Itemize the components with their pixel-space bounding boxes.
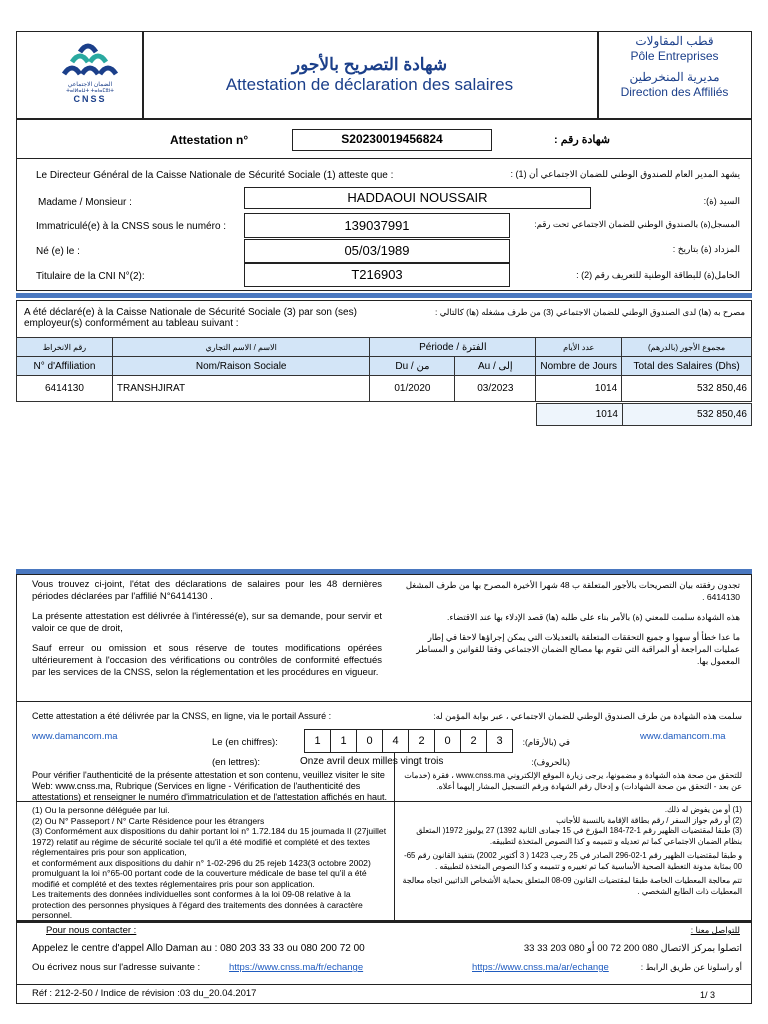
birth-label: Né (e) le : <box>36 246 80 257</box>
date-label: Le (en chiffres): <box>212 737 278 748</box>
verify-text-ar: للتحقق من صحة هذه الشهادة و مضمونها، يرجى زيارة الموقع الإلكتروني www.cnss.ma ، فقرة (خدمات عن بعد - التحقق من صحة الشهادات) و إدخال رقم الشهادة ورقم التسجيل المشار إليهما أعلاه. <box>404 771 742 791</box>
write-text-ar: أو راسلونا عن طريق الرابط : <box>640 962 742 972</box>
direction-arabic: مديرية المنخرطين <box>629 70 720 84</box>
date-digit: 2 <box>460 730 486 752</box>
birth-field: 05/03/1989 <box>244 239 510 263</box>
cell-nom: TRANSHJIRAT <box>112 376 370 402</box>
note-ar-3b: و طبقا لمقتضيات الظهير رقم 1-02-296 الصادر في 25 رجب 1423 ( 3 أكتوبر 2002) بتنفيذ القانون رقم 65-00 بمثابة مدونة التغطية الصحية الأساسية كما تم تغييره و تتميمه و كذا النصوص المتخذة لتطبيقه . <box>404 851 742 871</box>
reference-text: Réf : 212-2-50 / Indice de révision :03 du_20.04.2017 <box>32 988 257 999</box>
note-data-protection: Les traitements des données individuelles sont conformes à la loi 09-08 relative à la protection des personnes physiques à l'égard des traitements des données à caractère personnel. <box>32 889 363 920</box>
attestation-label-ar: شهادة رقم : <box>554 134 610 146</box>
intro-text: Le Directeur Général de la Caisse Nationale de Sécurité Sociale (1) atteste que : <box>36 170 394 181</box>
immat-label-ar: المسجل(ة) بالصندوق الوطني للضمان الاجتماعي تحت رقم: <box>534 219 740 229</box>
logo-tifinagh: ⵜⴰⵏⵍⴰⵡⵜ ⵜⴰⵏⴰⵎⵓⵏⵜ <box>66 88 114 94</box>
cnss-logo <box>60 38 120 104</box>
contact-title-ar: للتواصل معنا : <box>690 925 740 935</box>
header-nom: Nom/Raison Sociale <box>112 357 370 376</box>
logo-arches-icon <box>60 38 120 78</box>
intro-text-ar: يشهد المدير العام للصندوق الوطني للضمان الاجتماعي أن (1) : <box>510 169 740 179</box>
totals-table <box>536 403 752 426</box>
declared-text: A été déclaré(e) à la Caisse Nationale de Sécurité Sociale (3) par son (ses) employeur(s) conformément au tableau suivant : <box>24 307 357 329</box>
note-ar-2: (2) أو رقم جواز السفر / رقم بطاقة الإقامة بالنسبة للأجانب <box>556 815 742 825</box>
header-periode: Période / الفترة <box>370 338 536 357</box>
date-digit: 0 <box>434 730 460 752</box>
cell-jours: 1014 <box>536 376 622 402</box>
date-label-ar: في (بالأرقام): <box>522 737 570 747</box>
date-digit: 0 <box>356 730 382 752</box>
title-arabic: شهادة التصريح بالأجور <box>291 55 448 74</box>
damancom-link-ar[interactable]: www.damancom.ma <box>640 731 726 742</box>
notice-text-2: La présente attestation est délivrée à l'intéressé(e), sur sa demande, pour servir et valoir ce que de droit, <box>32 611 382 634</box>
notice-text-3: Sauf erreur ou omission et sous réserve de toutes modifications opérées ultérieurement à l'occasion des vérifications ou contrôles de conformité effectués par les services de la CNSS, selon la réglementation et les procédures en vigueur. <box>32 643 382 678</box>
date-digit: 1 <box>304 730 330 752</box>
birth-label-ar: المزداد (ة) بتاريخ : <box>672 244 740 254</box>
name-field: HADDAOUI NOUSSAIR <box>244 187 591 209</box>
echange-link-ar[interactable]: https://www.cnss.ma/ar/echange <box>472 962 609 973</box>
immat-field: 139037991 <box>244 213 510 238</box>
verify-text: Pour vérifier l'authenticité de la présente attestation et son contenu, veuillez visiter le site Web: www.cnss.ma, Rubrique (Services en ligne - Vérification de l'authenticité des attestations) et renseigner le numéro d'immatriculation et de l'attestation affichés en haut. <box>32 770 387 802</box>
page-number: 1/ 3 <box>700 990 716 1000</box>
header-jours-ar: عدد الأيام <box>536 338 622 357</box>
logo-arabic: الضمان الاجتماعي <box>67 82 113 88</box>
cni-label-ar: الحامل(ة) للبطاقة الوطنية للتعريف رقم (2) : <box>576 270 740 280</box>
cell-affiliation: 6414130 <box>17 376 113 402</box>
date-digit: 4 <box>382 730 408 752</box>
contact-title: Pour nous contacter : <box>46 925 137 936</box>
call-center-text-ar: اتصلوا بمركز الاتصال 080 200 72 00 أو 080 203 33 33 <box>523 943 742 954</box>
logo-text: CNSS <box>73 94 107 104</box>
total-salaires: 532 850,46 <box>623 404 752 426</box>
letters-label: (en lettres): <box>212 757 261 768</box>
cell-au: 03/2023 <box>455 376 536 402</box>
note-3: (3) Conformément aux dispositions du dahir portant loi n° 1.72.184 du 15 joumada II (27juillet 1972) relatif au régime de sécurité sociale tel qu'il a été modifié et complété et des textes réglementaires pris pour son application, <box>32 826 387 857</box>
header-affiliation-ar: رقم الانخراط <box>17 338 113 357</box>
date-digit: 3 <box>486 730 512 752</box>
delivery-text: Cette attestation a été délivrée par la CNSS, en ligne, via le portail Assuré : <box>32 711 332 721</box>
date-in-letters: Onze avril deux milles vingt trois <box>300 756 444 767</box>
notice-text-ar-1: تجدون رفقته بيان التصريحات بالأجور المتعلقة ب 48 شهرا الأخيرة المصرح بها من طرف المشغل 6414130 . <box>405 580 740 602</box>
immat-label: Immatriculé(e) à la CNSS sous le numéro : <box>36 221 227 232</box>
attestation-number: S20230019456824 <box>292 129 492 151</box>
name-label-ar: السيد (ة): <box>703 196 740 206</box>
header-total-ar: مجموع الأجور (بالدرهم) <box>622 338 752 357</box>
header-nom-ar: الاسم / الاسم التجاري <box>112 338 370 357</box>
declared-text-ar: مصرح به (ها) لدى الصندوق الوطني للضمان الاجتماعي (3) من طرف مشغله (ها) كالتالي : <box>435 307 745 317</box>
cni-label: Titulaire de la CNI N°(2): <box>36 271 145 282</box>
note-ar-3: (3) طبقا لمقتضيات الظهير رقم 1-72-184 المؤرخ في 15 جمادى الثانية 1392) 27 يوليوز 1972( المتعلق بنظام الضمان الاجتماعي كما تم تعديله و تتميمه و كذا النصوص المتخذة لتطبيقه. <box>416 826 742 846</box>
attestation-label: Attestation n° <box>170 133 249 147</box>
header-jours: Nombre de Jours <box>536 357 622 376</box>
header-du: Du / من <box>370 357 455 376</box>
letters-label-ar: (بالحروف): <box>531 757 570 767</box>
page-title: Attestation de déclaration des salaires <box>225 75 514 94</box>
write-text: Ou écrivez nous sur l'adresse suivante : <box>32 962 201 973</box>
note-3b: et conformément aux dispositions du dahir n° 1-02-296 du 25 rejeb 1423(3 octobre 2002) promulguant la loi n°65-00 portant code de la couverture médicale de base tel qu'il a été modifié et complété et des textes réglementaires pris pour son application. <box>32 857 371 889</box>
notice-text-ar-3: ما عدا خطأ أو سهوا و جميع التحققات المتعلقة بالتعديلات التي يمكن إجراؤها لاحقا في إطار عمليات المراجعة أو المراقبة التي تقوم بها مصالح الضمان الاجتماعي وفقا للقوانين و المساطر المعمول بها. <box>416 632 740 666</box>
notice-text-ar-2: هذه الشهادة سلمت للمعني (ة) بالأمر بناء على طلبه (ها) قصد الإدلاء بها عند الاقتضاء. <box>447 612 740 622</box>
name-label: Madame / Monsieur : <box>38 197 132 208</box>
note-ar-1: (1) أو من يفوض له ذلك. <box>664 805 742 814</box>
echange-link-fr[interactable]: https://www.cnss.ma/fr/echange <box>229 962 364 973</box>
table-row <box>17 376 752 402</box>
header-total: Total des Salaires (Dhs) <box>622 357 752 376</box>
notice-text-1: Vous trouvez ci-joint, l'état des déclarations de salaires pour les 48 dernières périodes déclarées par l'affilié N°6414130 . <box>32 579 382 602</box>
header-affiliation: N° d'Affiliation <box>17 357 113 376</box>
date-digit: 1 <box>330 730 356 752</box>
total-jours: 1014 <box>537 404 623 426</box>
note-2: (2) Ou N° Passeport / N° Carte Résidence pour les étrangers <box>32 815 265 826</box>
date-digit: 2 <box>408 730 434 752</box>
salary-table <box>16 337 752 402</box>
direction-french: Direction des Affiliés <box>620 85 729 99</box>
cell-du: 01/2020 <box>370 376 455 402</box>
call-center-text: Appelez le centre d'appel Allo Daman au : 080 203 33 33 ou 080 200 72 00 <box>32 943 365 954</box>
note-1: (1) Ou la personne déléguée par lui. <box>32 805 170 815</box>
note-ar-data-protection: تتم معالجة المعطيات الخاصة طبقا لمقتضيات القانون 09-08 المتعلق بحماية الأشخاص الذاتيين اتجاه معالجة المعطيات ذات الطابع الشخصي . <box>402 876 742 896</box>
cni-field: T216903 <box>244 263 510 287</box>
pole-french: Pôle Entreprises <box>630 49 719 63</box>
date-digits <box>304 729 513 753</box>
delivery-text-ar: سلمت هذه الشهادة من طرف الصندوق الوطني للضمان الاجتماعي ، عبر بوابة المؤمن له: <box>433 711 742 721</box>
header-au: Au / إلى <box>455 357 536 376</box>
pole-arabic: قطب المقاولات <box>635 34 714 48</box>
separator-bar <box>16 293 752 298</box>
damancom-link[interactable]: www.damancom.ma <box>32 731 118 742</box>
cell-total: 532 850,46 <box>622 376 752 402</box>
